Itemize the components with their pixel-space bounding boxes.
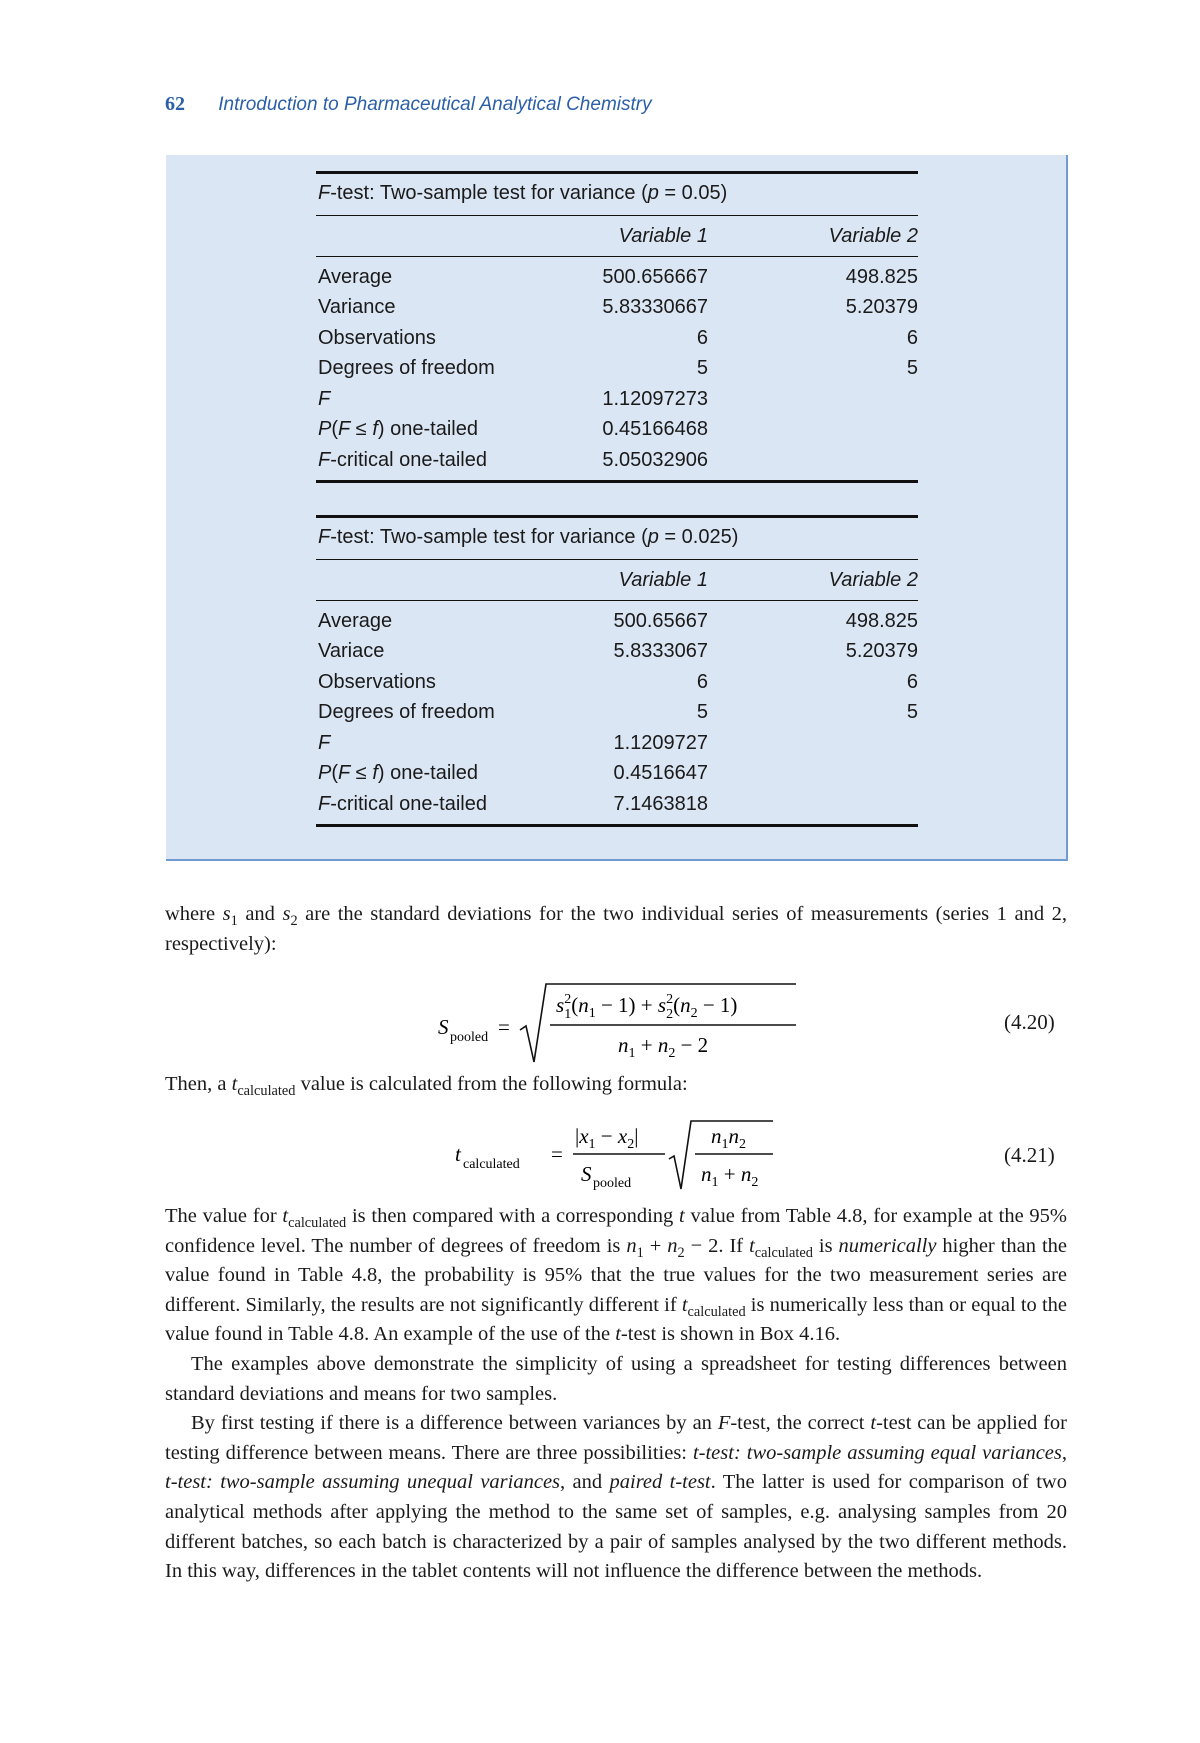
svg-text:S: S <box>581 1162 592 1186</box>
variable-1-value: 0.4516647 <box>613 762 708 785</box>
table-row <box>316 759 918 790</box>
row-label: Variace <box>318 640 385 663</box>
row-label: Observations <box>318 670 436 693</box>
svg-text:S: S <box>438 1015 449 1039</box>
table-row <box>316 262 918 293</box>
t-calculated-formula <box>455 1115 795 1195</box>
svg-text:pooled: pooled <box>593 1176 632 1191</box>
running-header <box>165 93 652 116</box>
table-row <box>316 789 918 820</box>
variable-1-value: 5.8333067 <box>613 640 708 663</box>
variable-1-value: 5.05032906 <box>602 448 708 471</box>
variable-2-value: 498.825 <box>845 609 918 632</box>
pooled-sd-formula <box>438 980 818 1072</box>
table-row <box>316 637 918 668</box>
variable-2-value: 6 <box>906 670 918 693</box>
svg-text:calculated: calculated <box>463 1157 520 1172</box>
equation-number-4-20: (4.20) <box>1004 1010 1055 1034</box>
f-test-table-0025 <box>316 515 918 827</box>
equation-4-21 <box>455 1115 795 1201</box>
body-paragraphs <box>165 1202 1067 1587</box>
table-header-row <box>316 216 918 256</box>
table-header-row <box>316 560 918 600</box>
row-label: Average <box>318 609 393 632</box>
row-label: Observations <box>318 326 436 349</box>
table-row <box>316 667 918 698</box>
table-row <box>316 445 918 476</box>
table-row <box>316 698 918 729</box>
table-row <box>316 606 918 637</box>
variable-2-value: 498.825 <box>845 265 918 288</box>
svg-text:t: t <box>455 1142 461 1166</box>
row-label: F-critical one-tailed <box>318 792 487 815</box>
svg-text:n1n2: $n_1n_2$ <box>711 1124 746 1152</box>
column-header-variable-1: Variable 1 <box>618 224 708 247</box>
row-label: F <box>318 731 331 754</box>
svg-text:n1 + n2: $n_1 + n_2$ <box>701 1162 759 1190</box>
variable-2-value: 5 <box>906 701 918 724</box>
svg-text:|x1 − x2|: $|x_1 - x_2|$ <box>575 1124 639 1152</box>
row-label: Degrees of freedom <box>318 357 495 380</box>
variable-1-value: 5 <box>696 701 708 724</box>
variable-2-value: 5.20379 <box>845 296 918 319</box>
row-label: Degrees of freedom <box>318 701 495 724</box>
variable-1-value: 5.83330667 <box>602 296 708 319</box>
column-header-variable-2: Variable 2 <box>828 568 918 591</box>
paragraph-spreadsheet: The examples above demonstrate the simplicity of using a spreadsheet for testing differences between standard deviations and means for two samples. <box>165 1352 1067 1405</box>
row-label: P(F ≤ f) one-tailed <box>318 418 478 441</box>
paragraph-f-test-first: By first testing if there is a difference between variances by an F-test, the correct t-test can be applied for testing difference between means. There are three possibilities: t-test: two-sample assuming equal variances, t-test: two-sample assuming unequal variances, and paired t-test. The latter is used for comparison of two analytical methods after applying the method to the same set of samples, e.g. analysing samples from 20 different batches, so each batch is characterized by a pair of samples analysed by the two different methods. In this way, differences in the tablet contents will not influence the difference between the methods. <box>165 1412 1067 1583</box>
variable-1-value: 500.65667 <box>613 609 708 632</box>
svg-text:=: = <box>551 1142 563 1166</box>
equation-4-20 <box>438 980 818 1078</box>
row-label: Variance <box>318 296 396 319</box>
variable-1-value: 1.1209727 <box>613 731 708 754</box>
svg-text:=: = <box>498 1015 510 1039</box>
table-title: F-test: Two-sample test for variance (p = 0.025) <box>318 526 739 548</box>
svg-text:pooled: pooled <box>450 1030 489 1045</box>
table-row <box>316 323 918 354</box>
row-label: F <box>318 387 331 410</box>
variable-2-value: 6 <box>906 326 918 349</box>
row-label: F-critical one-tailed <box>318 448 487 471</box>
variable-1-value: 5 <box>696 357 708 380</box>
equation-number-4-21: (4.21) <box>1004 1143 1055 1167</box>
intro-paragraph: where $s_1$ and $s_2$ are the standard deviations for the two individual series of measurements (series 1 and 2, respectively): <box>165 903 1067 955</box>
table-title: F-test: Two-sample test for variance (p = 0.05) <box>318 182 728 204</box>
variable-2-value: 5 <box>906 357 918 380</box>
table-row <box>316 293 918 324</box>
variable-1-value: 7.1463818 <box>613 792 708 815</box>
variable-2-value: 5.20379 <box>845 640 918 663</box>
table-row <box>316 728 918 759</box>
variable-1-value: 6 <box>696 670 708 693</box>
column-header-variable-2: Variable 2 <box>828 224 918 247</box>
then-paragraph: Then, a $t_{calculated}$ value is calculated from the following formula: <box>165 1073 688 1100</box>
page-number: 62 <box>165 93 185 115</box>
f-test-table-005 <box>316 171 918 483</box>
row-label: Average <box>318 265 393 288</box>
running-title: Introduction to Pharmaceutical Analytical Chemistry <box>218 94 652 115</box>
variable-1-value: 0.45166468 <box>602 418 708 441</box>
variable-1-value: 6 <box>696 326 708 349</box>
table-row <box>316 415 918 446</box>
svg-text:s21(n1 − 1) + s22(n2 − 1): $s^2$ $1(n_1 - 1) + s^2$ $2(n_2 - 1)$ <box>556 992 738 1022</box>
column-header-variable-1: Variable 1 <box>618 568 708 591</box>
table-row <box>316 354 918 385</box>
variable-1-value: 1.12097273 <box>602 387 708 410</box>
svg-text:n1 + n2 − 2: $n_1 + n_2 - 2$ <box>618 1033 709 1061</box>
row-label: P(F ≤ f) one-tailed <box>318 762 478 785</box>
table-row <box>316 384 918 415</box>
variable-1-value: 500.656667 <box>602 265 708 288</box>
paragraph-t-test-comparison: The value for $t_{calculated}$ is then compared with a corresponding t value from Table 4.8, for example at the 95% confidence level. The number of degrees of freedom is $n_1 + n_2 - 2$. If $t_{calculated}$ is numerically higher than the value found in Table 4.8, the probability is 95% that the true values for the two measurement series are different. Similarly, the results are not significantly different if $t_{calculated}$ is numerically less than or equal to the value found in Table 4.8. An example of the use of the t-test is shown in Box 4.16. <box>165 1205 1068 1346</box>
